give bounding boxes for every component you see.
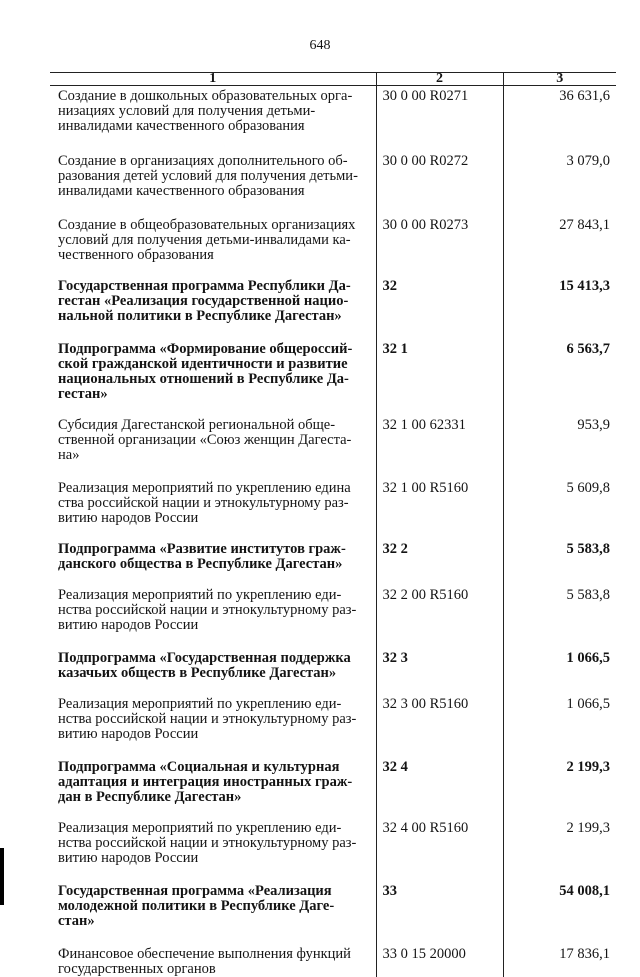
row-code: 32 2 00 R5160 <box>376 572 503 633</box>
row-amount: 5 609,8 <box>503 463 616 526</box>
row-name: Реализация мероприятий по укреплению еди- нства российской нации и этнокультурному раз- витию народов России <box>50 681 376 742</box>
row-amount: 1 066,5 <box>503 633 616 681</box>
row-name: Государственная программа «Реализация молодежной политики в Республике Даге- стан» <box>50 866 376 929</box>
row-code: 32 4 00 R5160 <box>376 805 503 866</box>
row-code: 32 1 <box>376 324 503 402</box>
row-code: 30 0 00 R0272 <box>376 134 503 199</box>
row-code: 32 <box>376 263 503 324</box>
row-name: Финансовое обеспечение выполнения функций государственных органов <box>50 929 376 977</box>
row-amount: 1 066,5 <box>503 681 616 742</box>
budget-table <box>50 72 616 977</box>
table-row <box>50 263 616 324</box>
row-amount: 5 583,8 <box>503 572 616 633</box>
column-header-code: 2 <box>376 73 503 86</box>
table-row <box>50 805 616 866</box>
column-header-name: 1 <box>50 73 376 86</box>
page-number: 648 <box>0 38 640 54</box>
row-name: Подпрограмма «Развитие институтов граж- данского общества в Республике Дагестан» <box>50 526 376 572</box>
row-code: 32 2 <box>376 526 503 572</box>
row-amount: 6 563,7 <box>503 324 616 402</box>
row-code: 32 3 <box>376 633 503 681</box>
row-name: Создание в общеобразовательных организациях условий для получения детьми-инвалидами ка- чественного образования <box>50 199 376 263</box>
row-code: 32 1 00 62331 <box>376 402 503 463</box>
row-name: Субсидия Дагестанской региональной обще- ственной организации «Союз женщин Дагеста- на» <box>50 402 376 463</box>
table-row <box>50 402 616 463</box>
row-code: 32 4 <box>376 742 503 805</box>
table-row <box>50 324 616 402</box>
table-row <box>50 633 616 681</box>
row-name: Реализация мероприятий по укреплению еди- нства российской нации и этнокультурному раз- витию народов России <box>50 805 376 866</box>
row-name: Подпрограмма «Государственная поддержка казачьих обществ в Республике Дагестан» <box>50 633 376 681</box>
row-amount: 17 836,1 <box>503 929 616 977</box>
row-amount: 2 199,3 <box>503 805 616 866</box>
row-name: Создание в организациях дополнительного об- разования детей условий для получения детьми- инвалидами качественного образования <box>50 134 376 199</box>
row-amount: 953,9 <box>503 402 616 463</box>
table-row <box>50 526 616 572</box>
row-name: Подпрограмма «Социальная и культурная адаптация и интеграция иностранных граж- дан в Республике Дагестан» <box>50 742 376 805</box>
row-code: 33 <box>376 866 503 929</box>
row-code: 32 1 00 R5160 <box>376 463 503 526</box>
row-amount: 3 079,0 <box>503 134 616 199</box>
column-header-amount: 3 <box>503 73 616 86</box>
row-name: Реализация мероприятий по укреплению еди- нства российской нации и этнокультурному раз- витию народов России <box>50 572 376 633</box>
row-name: Государственная программа Республики Да- гестан «Реализация государственной нацио- нальной политики в Республике Дагестан» <box>50 263 376 324</box>
row-amount: 5 583,8 <box>503 526 616 572</box>
table-body <box>50 86 616 977</box>
table-row <box>50 463 616 526</box>
row-name: Создание в дошкольных образовательных орга- низациях условий для получения детьми- инвалидами качественного образования <box>50 86 376 135</box>
row-amount: 54 008,1 <box>503 866 616 929</box>
row-name: Реализация мероприятий по укреплению едина ства российской нации и этнокультурному раз- витию народов России <box>50 463 376 526</box>
row-amount: 15 413,3 <box>503 263 616 324</box>
row-code: 30 0 00 R0271 <box>376 86 503 135</box>
row-code: 30 0 00 R0273 <box>376 199 503 263</box>
table-row <box>50 134 616 199</box>
row-name: Подпрограмма «Формирование общероссий- ской гражданской идентичности и развитие национальных отношений в Республике Да- гестан» <box>50 324 376 402</box>
table-row <box>50 866 616 929</box>
table-row <box>50 681 616 742</box>
row-amount: 36 631,6 <box>503 86 616 135</box>
table-row <box>50 742 616 805</box>
header-row <box>50 73 616 86</box>
row-code: 33 0 15 20000 <box>376 929 503 977</box>
table-row <box>50 199 616 263</box>
table-row <box>50 929 616 977</box>
row-amount: 27 843,1 <box>503 199 616 263</box>
row-amount: 2 199,3 <box>503 742 616 805</box>
table-row <box>50 86 616 135</box>
table-row <box>50 572 616 633</box>
scan-edge-mark <box>0 848 4 905</box>
row-code: 32 3 00 R5160 <box>376 681 503 742</box>
